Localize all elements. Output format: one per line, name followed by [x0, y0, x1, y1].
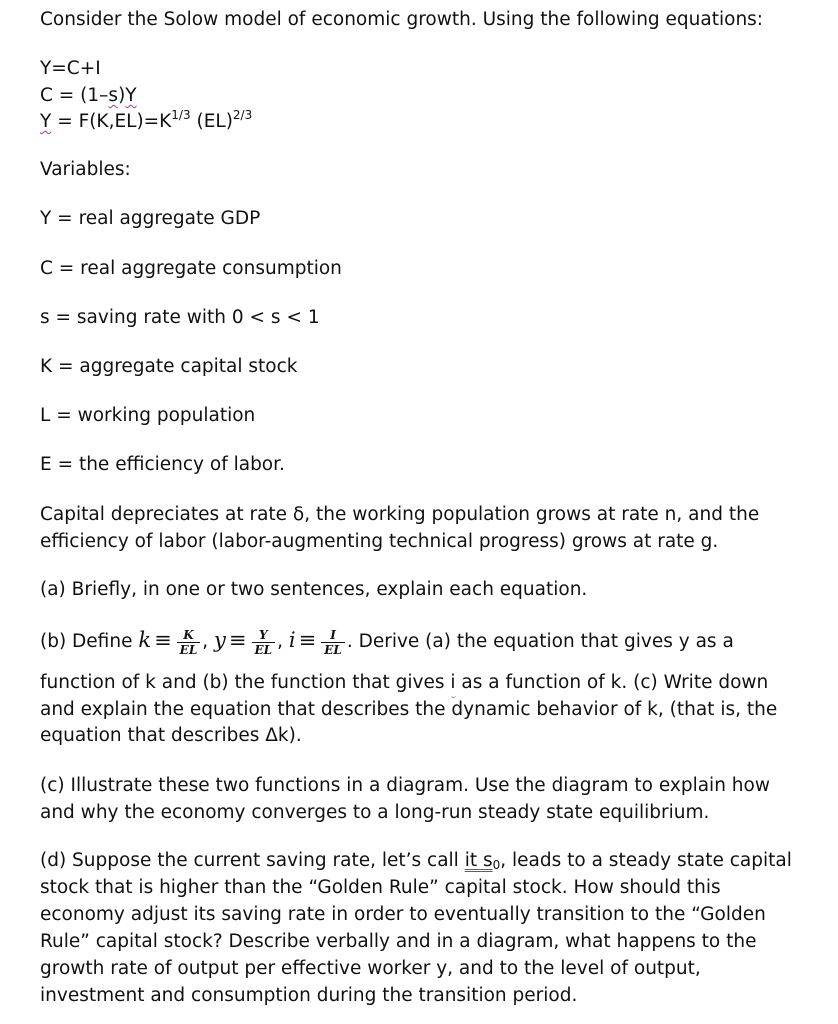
- variable-Y: Y = real aggregate GDP: [40, 208, 261, 229]
- equiv-1: ≡: [154, 628, 172, 652]
- equiv-2: ≡: [228, 628, 247, 652]
- part-c-text: (c) Illustrate these two functions in a diagram. Use the diagram to explain how and why the economy converges to a long-run steady state equilibrium.: [40, 775, 770, 823]
- variable-s: s = saving rate with 0 < s < 1: [40, 307, 320, 328]
- variable-E: E = the efficiency of labor.: [40, 454, 285, 475]
- part-b-line2-post: as a function of k. (c) Write down: [455, 672, 769, 693]
- sep-2: ,: [277, 631, 284, 652]
- equation-consumption: [40, 82, 137, 109]
- fraction-y: [252, 628, 276, 657]
- eq3-mid2: (EL): [190, 111, 233, 132]
- part-b-lead: (b) Define: [40, 631, 139, 652]
- fraction-y-denominator: EL: [254, 642, 273, 657]
- equation-production-function: [40, 108, 252, 135]
- fraction-k: [177, 628, 201, 657]
- eq3-mid: = F(K,EL)=K: [51, 111, 172, 132]
- fraction-i: [321, 628, 345, 657]
- fraction-k-numerator: K: [177, 628, 201, 643]
- part-d-pre: (d) Suppose the current saving rate, let’s call: [40, 850, 465, 871]
- part-b-line-2: [40, 669, 768, 696]
- part-b-line-4: equation that describes Δk).: [40, 725, 302, 746]
- part-d-it-s: it s: [464, 850, 493, 871]
- part-b-definitions: [40, 627, 734, 657]
- fraction-i-numerator: I: [321, 628, 345, 643]
- var-y: y: [214, 628, 226, 652]
- eq2-Y: Y: [125, 85, 137, 106]
- fraction-i-denominator: EL: [324, 642, 342, 657]
- variable-C: C = real aggregate consumption: [40, 258, 342, 279]
- equation-income-identity: Y=C+I: [40, 58, 101, 79]
- part-b-line2-pre: function of k and (b) the function that gives: [40, 672, 451, 693]
- intro-text: Consider the Solow model of economic growth. Using the following equations:: [40, 9, 764, 30]
- eq3-Y: Y: [40, 111, 52, 132]
- part-a-text: (a) Briefly, in one or two sentences, explain each equation.: [40, 579, 588, 600]
- var-i: i: [288, 628, 296, 652]
- variable-L: L = working population: [40, 405, 256, 426]
- part-d-text: [40, 847, 810, 1009]
- part-d-post: , leads to a steady state capital stock that is higher than the “Golden Rule” capital stock. How should this economy adjust its saving rate in order to eventually transition to the “Golden Rule” capital stock? Describe verbally and in a diagram, what happens to the growth rate of output per effective worker y, and to the level of output, investment and consumption during the transition period.: [40, 850, 792, 1006]
- sep-1: ,: [202, 631, 209, 652]
- context-paragraph: Capital depreciates at rate δ, the working population grows at rate n, and the efficiency of labor (labor-augmenting technical progress) grows at rate g.: [40, 504, 760, 552]
- fraction-k-denominator: EL: [179, 642, 198, 657]
- part-b-line2-i: i: [450, 672, 456, 693]
- part-b-derive: Derive (a) the equation that gives y as a: [352, 631, 734, 652]
- part-d-sub0: 0: [492, 858, 501, 872]
- part-b-line-3: and explain the equation that describes the dynamic behavior of k, (that is, the: [40, 699, 778, 720]
- eq2-suffix: ): [118, 85, 126, 106]
- eq3-exp2: 2/3: [232, 108, 253, 122]
- variables-heading: Variables:: [40, 159, 131, 180]
- var-k: k: [138, 628, 152, 652]
- eq3-exp1: 1/3: [171, 108, 191, 122]
- equiv-3: ≡: [298, 628, 317, 652]
- eq2-s: s: [108, 85, 119, 106]
- fraction-y-numerator: Y: [252, 628, 276, 643]
- variable-K: K = aggregate capital stock: [40, 356, 298, 377]
- sep-3: .: [346, 631, 353, 652]
- eq2-prefix: C = (1–: [40, 85, 109, 106]
